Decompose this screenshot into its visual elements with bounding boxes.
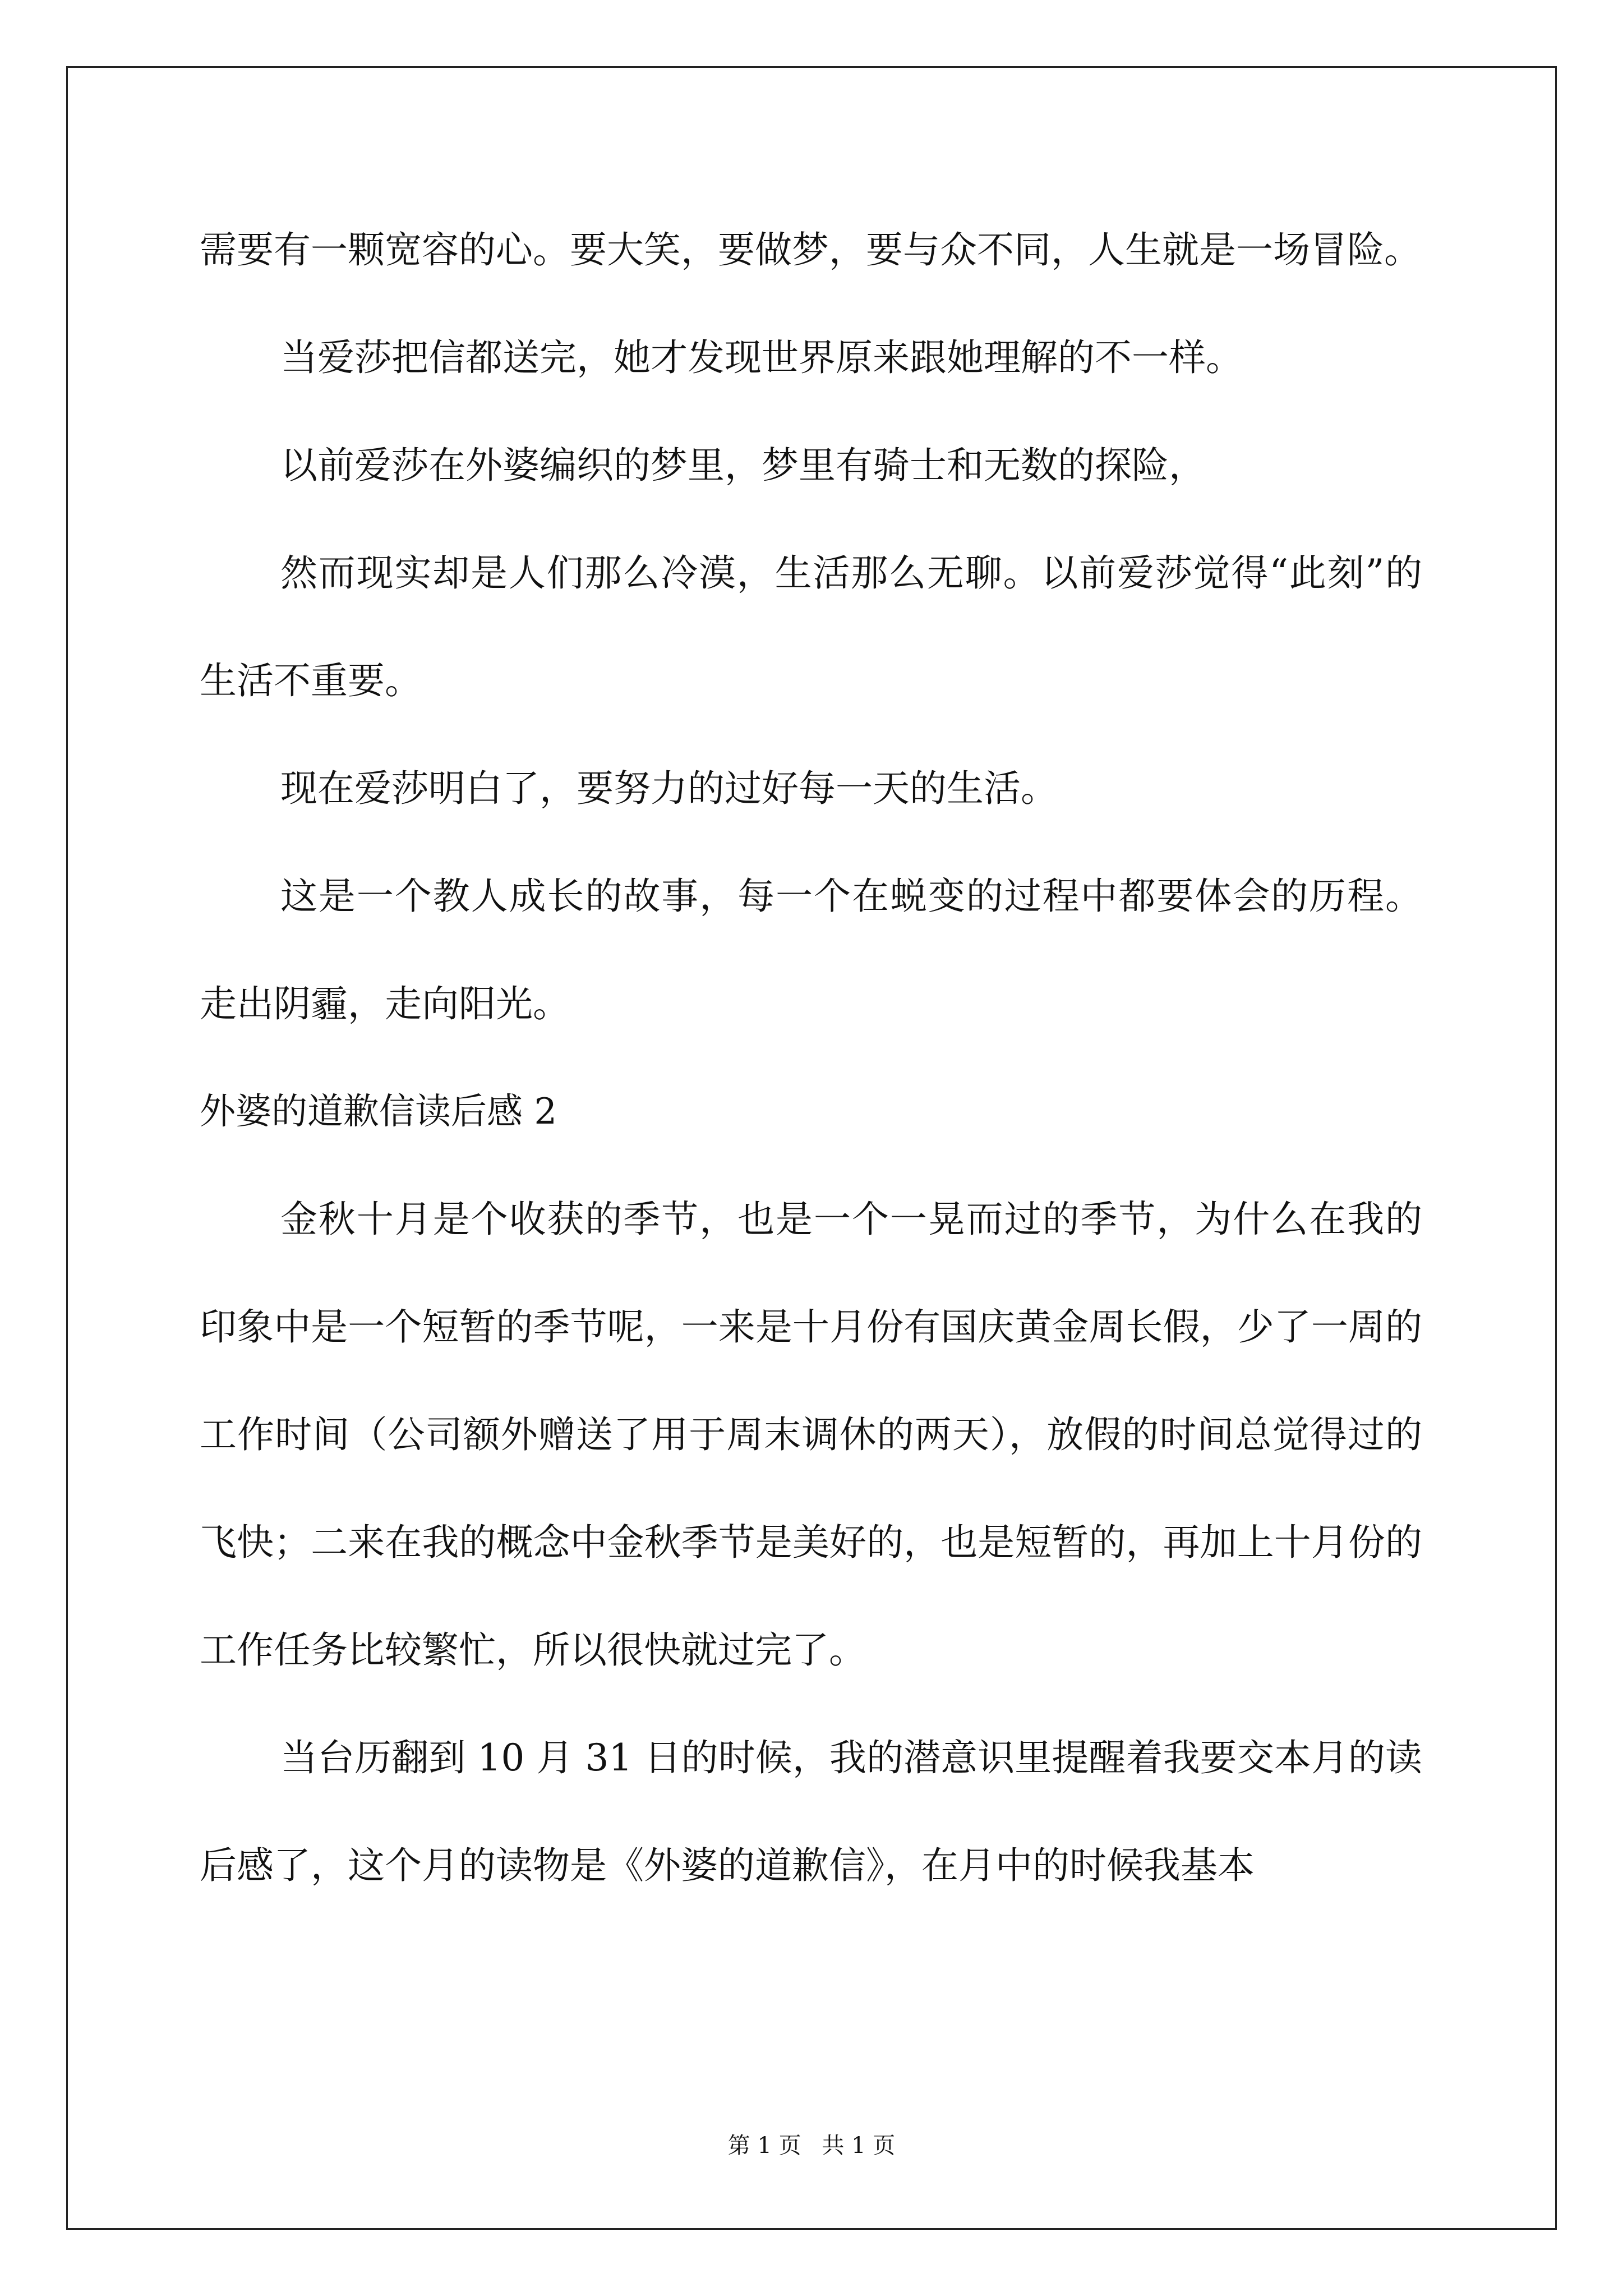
paragraph-7: 金秋十月是个收获的季节，也是一个一晃而过的季节，为什么在我的印象中是一个短暂的季节呢，一来是十月份有国庆黄金周长假，少了一周的工作时间（公司额外赠送了用于周末调休的两天），放假的时间总觉得过的飞快；二来在我的概念中金秋季节是美好的，也是短暂的，再加上十月份的工作任务比较繁忙，所以很快就过完了。 <box>200 1198 1422 1672</box>
section-heading: 外婆的道歉信读后感 2 <box>200 1091 557 1133</box>
paragraph-6: 这是一个教人成长的故事，每一个在蜕变的过程中都要体会的历程。走出阴霾，走向阳光。 <box>200 875 1422 1025</box>
page-footer <box>0 2132 1623 2160</box>
page-number: 第 1 页 <box>727 2133 801 2159</box>
page-total: 共 1 页 <box>822 2133 896 2159</box>
paragraph-8: 当台历翻到 10 月 31 日的时候，我的潜意识里提醒着我要交本月的读后感了，这个月的读物是《外婆的道歉信》，在月中的时候我基本 <box>200 1736 1422 1887</box>
paragraph-5: 现在爱莎明白了，要努力的过好每一天的生活。 <box>280 767 1058 810</box>
paragraph-3: 以前爱莎在外婆编织的梦里，梦里有骑士和无数的探险， <box>280 444 1206 487</box>
document-body <box>200 196 1422 1920</box>
paragraph-1: 需要有一颗宽容的心。要大笑，要做梦，要与众不同，人生就是一场冒险。 <box>200 228 1421 272</box>
paragraph-4: 然而现实却是人们那么冷漠，生活那么无聊。以前爱莎觉得“此刻”的生活不重要。 <box>200 551 1422 702</box>
paragraph-2: 当爱莎把信都送完，她才发现世界原来跟她理解的不一样。 <box>280 336 1243 379</box>
